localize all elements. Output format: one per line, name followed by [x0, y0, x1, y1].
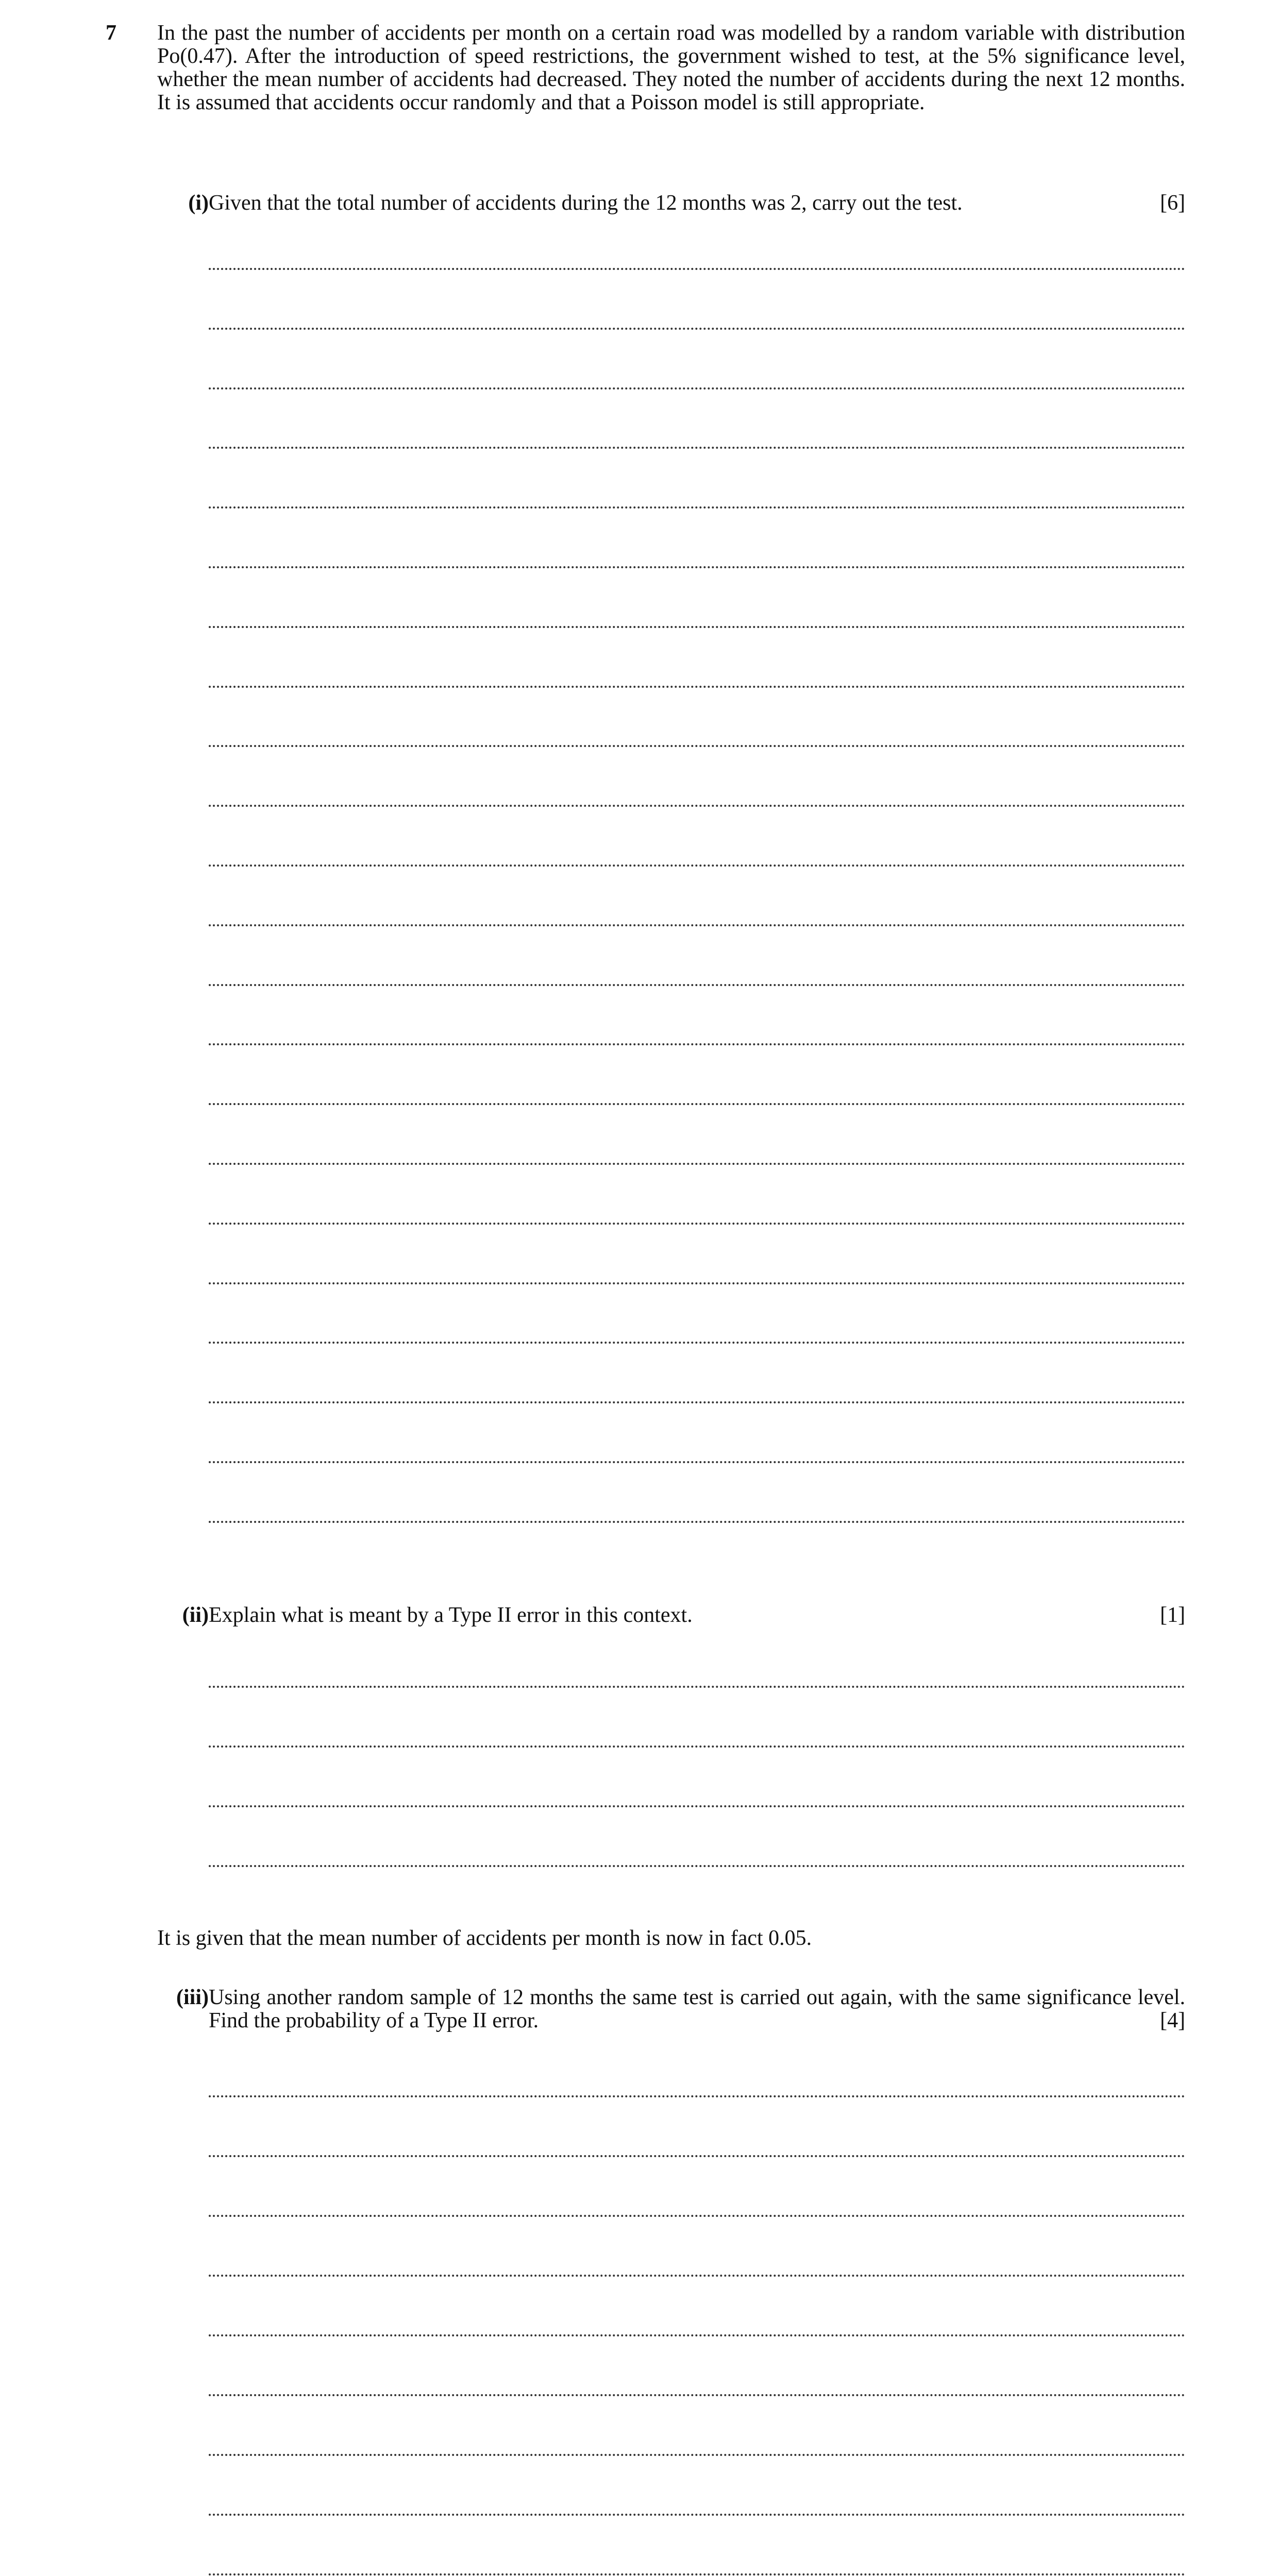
- part-iii-answer-line[interactable]: [209, 2275, 1185, 2277]
- part-iii-answer-line[interactable]: [209, 2155, 1185, 2157]
- part-i-label: (i): [188, 191, 209, 215]
- part-iii-label: (iii): [176, 1986, 209, 2009]
- part-iii-answer-line[interactable]: [209, 2454, 1185, 2456]
- part-i-marks: [6]: [1160, 191, 1185, 215]
- part-iii-answer-line[interactable]: [209, 2334, 1185, 2336]
- part-iii-answer-line[interactable]: [209, 2095, 1185, 2097]
- question-stem: In the past the number of accidents per month on a certain road was modelled by a random variable with distribution Po(0.47). After the introduction of speed restrictions, the government wished to test, at the 5% significance level, whether the mean number of accidents had decreased. They noted the number of accidents during the next 12 months. It is assumed that accidents occur randomly and that a Poisson model is still appropriate.: [157, 21, 1185, 114]
- part-ii-marks: [1]: [1160, 1603, 1185, 1627]
- part-ii-text: Explain what is meant by a Type II error in this context.: [209, 1603, 693, 1627]
- part-iii-marks: [4]: [1160, 2009, 1185, 2032]
- part-iii-answer-line[interactable]: [209, 2573, 1185, 2575]
- part-iii-answer-line[interactable]: [209, 2215, 1185, 2217]
- part-iii-answer-line[interactable]: [209, 2394, 1185, 2396]
- given-statement: It is given that the mean number of accidents per month is now in fact 0.05.: [157, 1926, 812, 1950]
- part-i-text: Given that the total number of accidents during the 12 months was 2, carry out the test.: [209, 191, 963, 215]
- part-iii-text: Using another random sample of 12 months the same test is carried out again, with the same significance level. Find the probability of a Type II error.: [209, 1986, 1185, 2032]
- answer-area-iii[interactable]: [209, 0, 1185, 2576]
- question-number: 7: [106, 21, 116, 45]
- part-ii-label: (ii): [182, 1603, 209, 1627]
- part-iii-answer-line[interactable]: [209, 2514, 1185, 2516]
